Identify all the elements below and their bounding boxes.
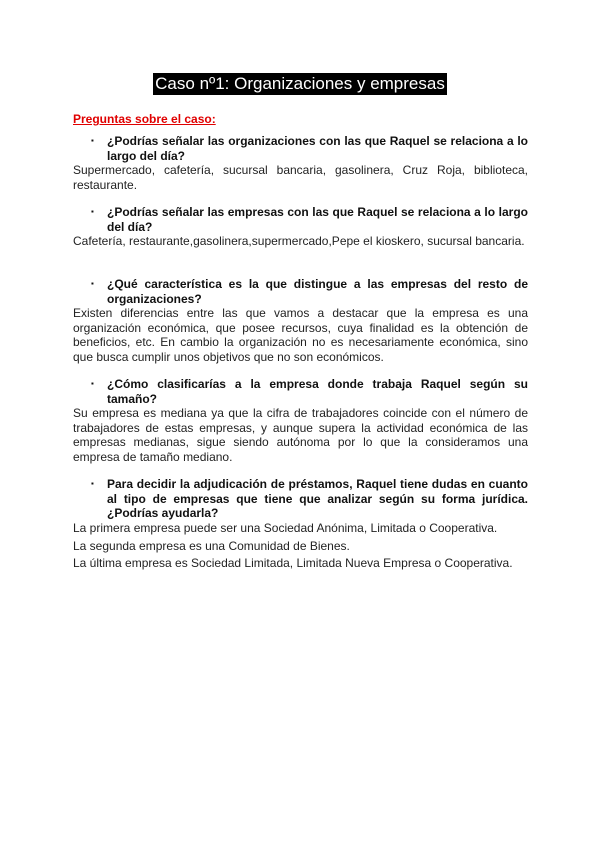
question-2-text: ¿Podrías señalar las empresas con las que Raquel se relaciona a lo largo del día? — [107, 205, 528, 234]
section-subheading: Preguntas sobre el caso: — [73, 112, 216, 126]
answer-2: Cafetería, restaurante,gasolinera,supermercado,Pepe el kioskero, sucursal bancaria. — [73, 234, 525, 248]
page-title: Caso nº1: Organizaciones y empresas — [155, 74, 445, 93]
answer-5-line-2: La segunda empresa es una Comunidad de Bienes. — [73, 539, 350, 553]
question-2 — [91, 205, 528, 234]
question-3 — [91, 277, 528, 306]
question-5 — [91, 477, 528, 521]
title-wrap — [0, 73, 600, 95]
question-3-text: ¿Qué característica es la que distingue a las empresas del resto de organizaciones? — [107, 277, 528, 306]
bullet-icon: ▪ — [91, 207, 94, 216]
bullet-icon: ▪ — [91, 136, 94, 145]
answer-4: Su empresa es mediana ya que la cifra de trabajadores coincide con el número de trabajadores de estas empresas, y aunque supera la actividad económica de las empresas medianas, sigue siendo autónoma por lo que la consideramos una empresa de tamaño mediano. — [73, 406, 528, 464]
bullet-icon: ▪ — [91, 379, 94, 388]
question-5-text: Para decidir la adjudicación de préstamos, Raquel tiene dudas en cuanto al tipo de empresas que tiene que analizar según su forma jurídica. ¿Podrías ayudarla? — [107, 477, 528, 520]
question-4 — [91, 377, 528, 406]
question-1 — [91, 134, 528, 163]
question-4-text: ¿Cómo clasificarías a la empresa donde trabaja Raquel según su tamaño? — [107, 377, 528, 406]
answer-1: Supermercado, cafetería, sucursal bancaria, gasolinera, Cruz Roja, biblioteca, restaurante. — [73, 163, 528, 192]
answer-3: Existen diferencias entre las que vamos a destacar que la empresa es una organización económica, que posee recursos, cuya finalidad es la obtención de beneficios, etc. En cambio la organización no es necesariamente económica, sino que busca cumplir unos objetivos que no son económicos. — [73, 306, 528, 364]
bullet-icon: ▪ — [91, 279, 94, 288]
bullet-icon: ▪ — [91, 479, 94, 488]
question-1-text: ¿Podrías señalar las organizaciones con las que Raquel se relaciona a lo largo del día? — [107, 134, 528, 163]
answer-5-line-1: La primera empresa puede ser una Sociedad Anónima, Limitada o Cooperativa. — [73, 521, 498, 535]
answer-5-line-3: La última empresa es Sociedad Limitada, Limitada Nueva Empresa o Cooperativa. — [73, 556, 513, 570]
